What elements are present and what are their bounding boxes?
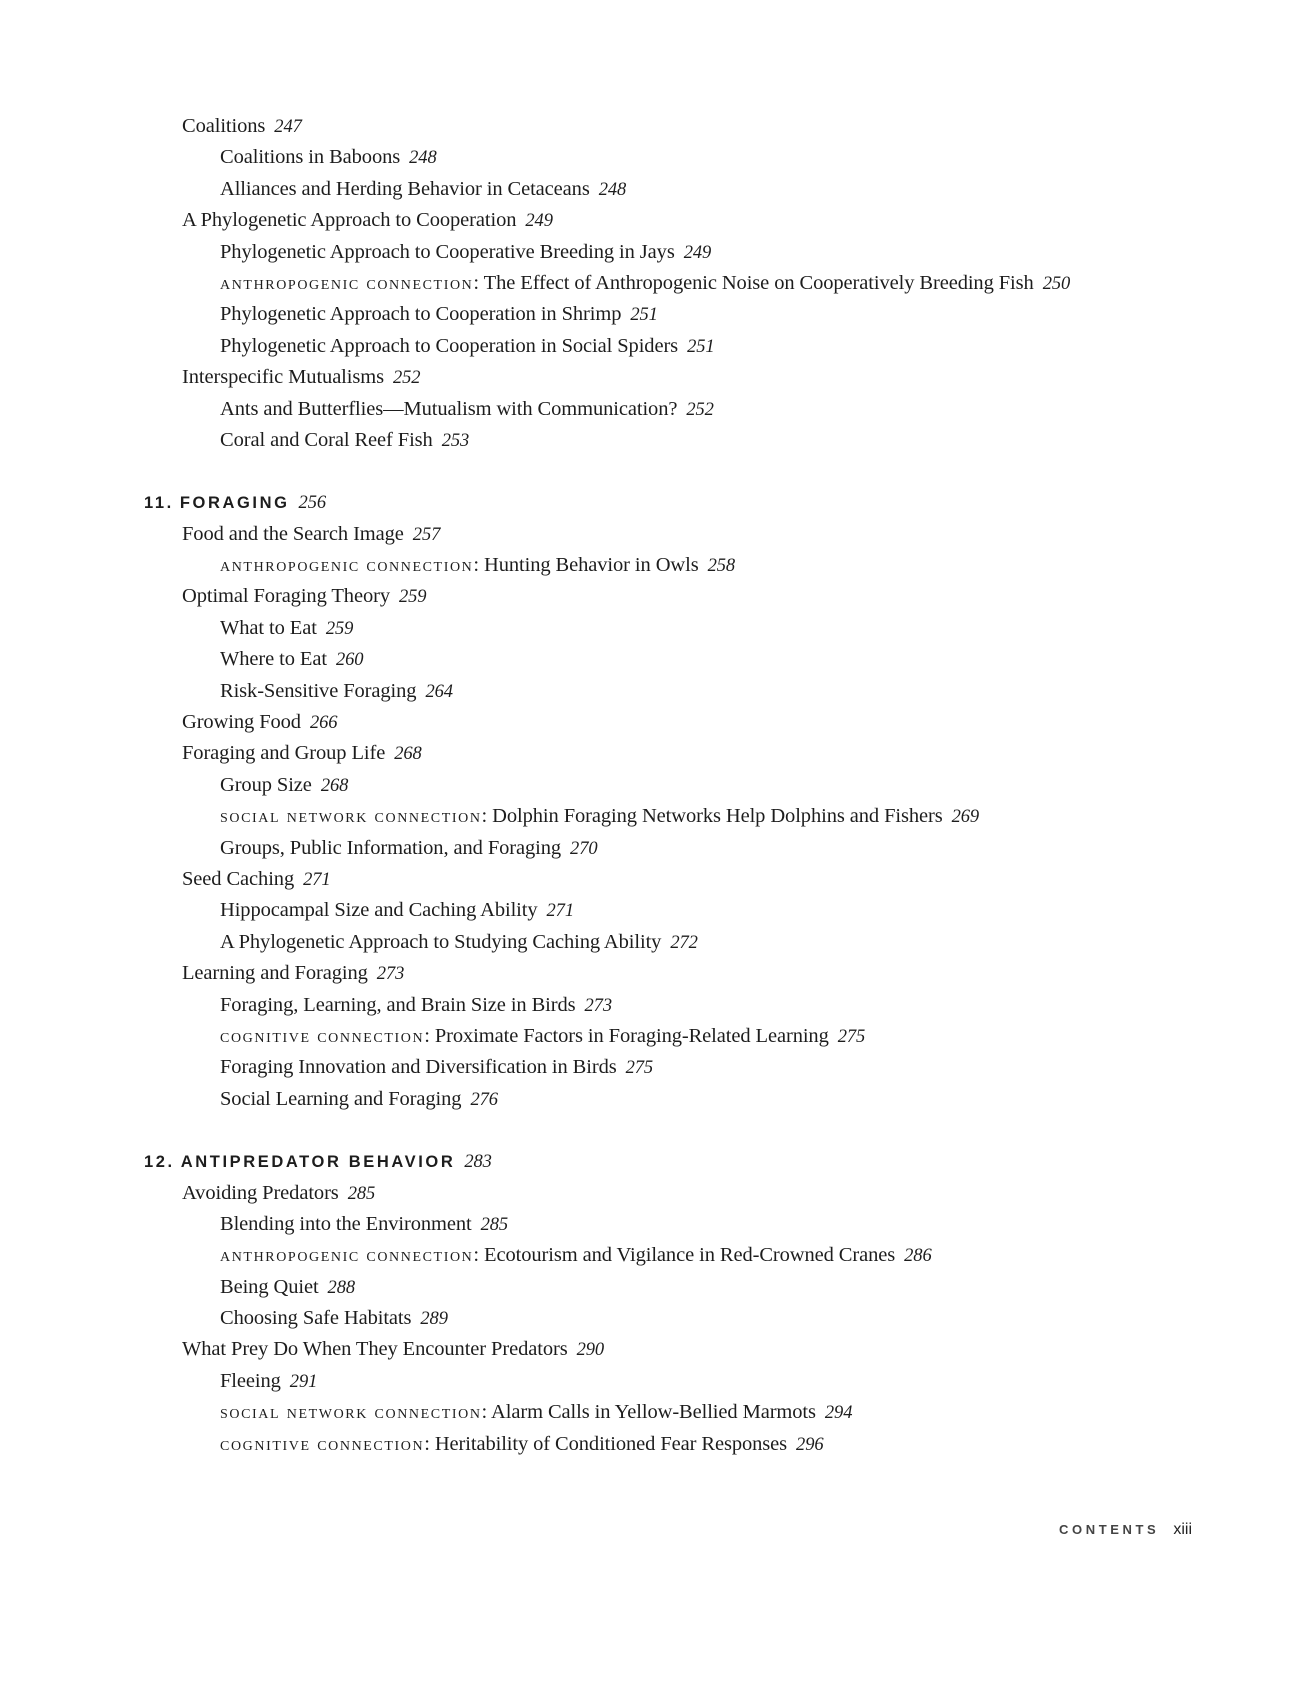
entry-title: Alliances and Herding Behavior in Cetaceans <box>220 177 590 200</box>
entry-title: Hippocampal Size and Caching Ability <box>220 899 538 922</box>
subsection-entry <box>0 613 1313 644</box>
subsection-entry <box>0 299 1313 330</box>
entry-page-number: 248 <box>598 179 627 200</box>
entry-title: Phylogenetic Approach to Cooperation in Social Spiders <box>220 334 679 357</box>
entry-title: A Phylogenetic Approach to Studying Caching Ability <box>220 930 662 953</box>
entry-page-number: 252 <box>686 399 714 420</box>
page-number: xiii <box>1173 1521 1192 1538</box>
subsection-entry <box>0 1272 1313 1303</box>
connection-label: social network connection <box>220 1401 482 1424</box>
subsection-entry <box>0 331 1313 362</box>
section-entry <box>0 738 1313 769</box>
connection-label: anthropogenic connection <box>220 271 474 294</box>
section-entry <box>0 111 1313 142</box>
entry-page-number: 257 <box>412 524 441 545</box>
connection-label: cognitive connection <box>220 1432 425 1455</box>
entry-title: Blending into the Environment <box>220 1212 472 1235</box>
entry-page-number: 250 <box>1042 273 1071 294</box>
entry-page-number: 258 <box>707 556 736 577</box>
entry-page-number: 285 <box>347 1183 376 1204</box>
chapter-heading <box>0 1146 1313 1177</box>
table-of-contents <box>0 111 1313 1460</box>
subsection-entry: social network connection: Dolphin Foraging Networks Help Dolphins and Fishers 269 <box>220 805 980 828</box>
subsection-entry <box>0 425 1313 456</box>
entry-title: Heritability of Conditioned Fear Responses <box>434 1432 788 1455</box>
entry-title: The Effect of Anthropogenic Noise on Cooperatively Breeding Fish <box>483 271 1034 294</box>
entry-page-number: 252 <box>392 368 421 389</box>
entry-page-number: 249 <box>525 211 553 232</box>
entry-page-number: 260 <box>335 650 364 671</box>
section-entry <box>0 864 1313 895</box>
entry-page-number: 268 <box>320 775 349 796</box>
entry-title: Phylogenetic Approach to Cooperation in Shrimp <box>220 303 622 326</box>
connection-label: social network connection <box>220 805 482 828</box>
entry-title: Foraging, Learning, and Brain Size in Birds <box>220 993 576 1016</box>
entry-page-number: 251 <box>687 336 715 357</box>
chapter-number: 11. <box>144 494 174 513</box>
entry-title: Phylogenetic Approach to Cooperative Breeding in Jays <box>220 240 675 263</box>
entry-page-number: 253 <box>441 430 470 451</box>
entry-page-number: 259 <box>399 587 427 608</box>
entry-title: Choosing Safe Habitats <box>220 1307 412 1330</box>
subsection-entry: anthropogenic connection: Hunting Behavior in Owls 258 <box>220 554 736 577</box>
entry-title: Growing Food <box>182 711 301 734</box>
connection-label: anthropogenic connection <box>220 554 474 577</box>
subsection-entry <box>0 142 1313 173</box>
entry-title: Hunting Behavior in Owls <box>484 554 699 577</box>
running-head: CONTENTS <box>1059 1522 1160 1537</box>
subsection-entry: cognitive connection: Heritability of Conditioned Fear Responses 296 <box>220 1432 824 1455</box>
entry-page-number: 276 <box>470 1089 498 1110</box>
entry-page-number: 271 <box>546 901 574 922</box>
entry-page-number: 266 <box>309 713 338 734</box>
section-entry <box>0 362 1313 393</box>
entry-page-number: 275 <box>625 1058 654 1079</box>
entry-title: Risk-Sensitive Foraging <box>220 679 417 702</box>
entry-page-number: 294 <box>824 1403 853 1424</box>
chapter-title: ANTIPREDATOR BEHAVIOR <box>180 1153 456 1172</box>
chapter-number: 12. <box>144 1153 175 1172</box>
entry-title: Dolphin Foraging Networks Help Dolphins and Fishers <box>492 805 943 828</box>
entry-page-number: 285 <box>480 1214 509 1235</box>
entry-page-number: 248 <box>409 148 437 169</box>
entry-page-number: 288 <box>327 1277 355 1298</box>
entry-page-number: 270 <box>570 838 598 859</box>
entry-title: Alarm Calls in Yellow-Bellied Marmots <box>491 1401 816 1424</box>
entry-page-number: 273 <box>376 964 405 985</box>
chapter-heading <box>0 487 1313 518</box>
section-entry <box>0 1334 1313 1365</box>
entry-title: Social Learning and Foraging <box>220 1087 462 1110</box>
entry-title: A Phylogenetic Approach to Cooperation <box>182 209 517 232</box>
entry-page-number: 289 <box>420 1309 448 1330</box>
subsection-entry <box>0 394 1313 425</box>
entry-page-number: 259 <box>325 618 354 639</box>
subsection-entry <box>0 770 1313 801</box>
subsection-entry <box>0 676 1313 707</box>
entry-title: Coalitions <box>182 115 266 137</box>
entry-page-number: 269 <box>951 807 980 828</box>
entry-page-number: 247 <box>274 117 302 137</box>
section-entry <box>0 707 1313 738</box>
entry-title: Seed Caching <box>182 867 295 890</box>
entry-title: Avoiding Predators <box>182 1181 339 1204</box>
entry-page-number: 271 <box>303 869 331 890</box>
entry-page-number: 251 <box>630 305 658 326</box>
entry-page-number: 291 <box>289 1371 318 1392</box>
entry-title: Food and the Search Image <box>182 522 404 545</box>
entry-title: Learning and Foraging <box>182 962 368 985</box>
subsection-entry <box>0 1052 1313 1083</box>
entry-page-number: 268 <box>394 744 422 765</box>
entry-title: Foraging and Group Life <box>182 742 386 765</box>
chapter-title: FORAGING <box>179 494 290 513</box>
subsection-entry <box>0 644 1313 675</box>
subsection-entry <box>0 1366 1313 1397</box>
entry-title: Groups, Public Information, and Foraging <box>220 836 562 859</box>
entry-title: Ecotourism and Vigilance in Red-Crowned Cranes <box>484 1244 896 1267</box>
entry-title: Interspecific Mutualisms <box>182 366 384 389</box>
subsection-entry <box>0 1209 1313 1240</box>
subsection-entry <box>0 237 1313 268</box>
entry-page-number: 256 <box>298 493 326 514</box>
subsection-entry <box>0 1084 1313 1115</box>
section-entry <box>0 581 1313 612</box>
entry-title: Optimal Foraging Theory <box>182 585 390 608</box>
entry-title: Coalitions in Baboons <box>220 146 401 169</box>
entry-page-number: 273 <box>584 995 612 1016</box>
entry-page-number: 286 <box>904 1246 932 1267</box>
connection-label: cognitive connection <box>220 1024 425 1047</box>
entry-page-number: 272 <box>670 932 698 953</box>
entry-page-number: 264 <box>425 681 453 702</box>
subsection-entry <box>0 990 1313 1021</box>
entry-title: Group Size <box>220 773 312 796</box>
entry-title: What Prey Do When They Encounter Predators <box>182 1338 568 1361</box>
entry-page-number: 275 <box>837 1026 866 1047</box>
entry-title: Where to Eat <box>220 648 327 671</box>
subsection-entry <box>0 174 1313 205</box>
section-entry <box>0 205 1313 236</box>
section-entry <box>0 1178 1313 1209</box>
subsection-entry: anthropogenic connection: The Effect of Anthropogenic Noise on Cooperatively Breeding Fish 250 <box>220 271 1071 294</box>
subsection-entry <box>0 1303 1313 1334</box>
entry-title: Ants and Butterflies—Mutualism with Communication? <box>220 397 678 420</box>
connection-label: anthropogenic connection <box>220 1244 474 1267</box>
subsection-entry: anthropogenic connection: Ecotourism and Vigilance in Red-Crowned Cranes 286 <box>220 1244 932 1267</box>
entry-title: Coral and Coral Reef Fish <box>220 428 433 451</box>
page-footer <box>1059 1518 1192 1542</box>
entry-title: Fleeing <box>220 1369 281 1392</box>
subsection-entry: social network connection: Alarm Calls in Yellow-Bellied Marmots 294 <box>220 1401 853 1424</box>
entry-page-number: 296 <box>796 1434 824 1455</box>
entry-page-number: 249 <box>683 242 712 263</box>
subsection-entry: cognitive connection: Proximate Factors in Foraging-Related Learning 275 <box>220 1024 866 1047</box>
entry-title: Being Quiet <box>220 1275 319 1298</box>
entry-title: What to Eat <box>220 616 317 639</box>
entry-page-number: 283 <box>464 1152 492 1173</box>
subsection-entry <box>0 895 1313 926</box>
subsection-entry <box>0 833 1313 864</box>
section-entry <box>0 519 1313 550</box>
section-entry <box>0 958 1313 989</box>
entry-title: Proximate Factors in Foraging-Related Learning <box>434 1024 829 1047</box>
entry-title: Foraging Innovation and Diversification in Birds <box>220 1056 617 1079</box>
subsection-entry <box>0 927 1313 958</box>
entry-page-number: 290 <box>576 1340 605 1361</box>
